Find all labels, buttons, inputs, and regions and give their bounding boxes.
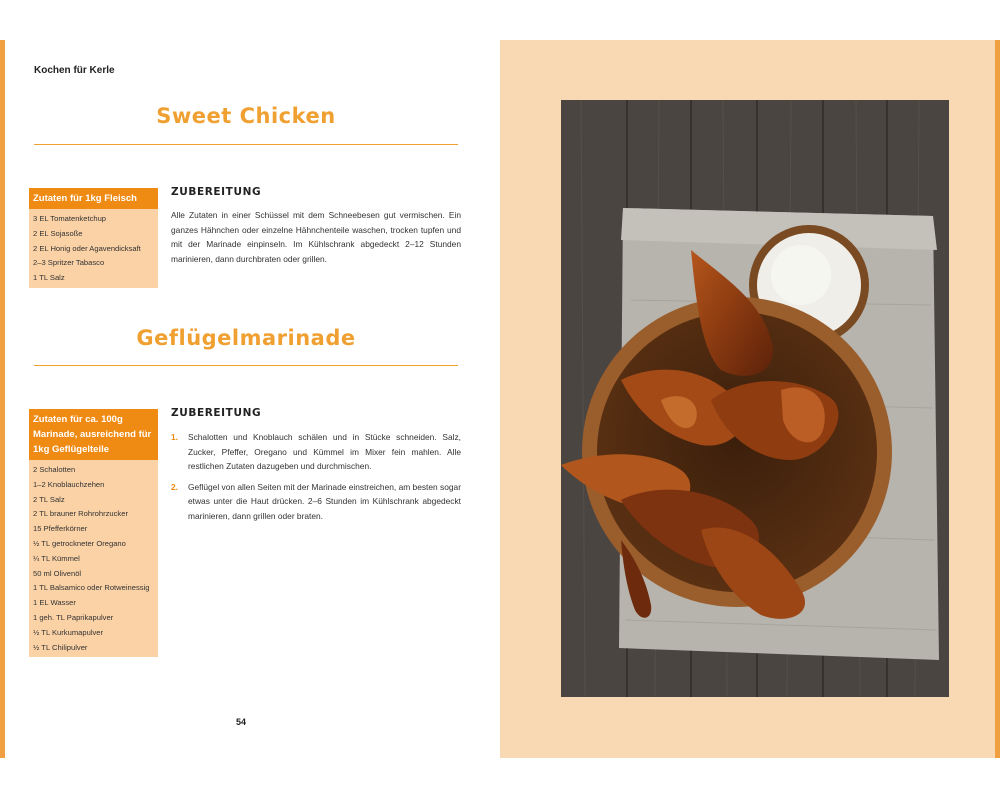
prep-steps (171, 430, 461, 530)
ingredient-item: 1 EL Wasser (33, 598, 76, 608)
ingredients-list (29, 460, 158, 657)
ingredient-item: 1–2 Knoblauchzehen (33, 479, 105, 489)
ingredients-box (29, 409, 158, 657)
ingredient-item: ½ TL getrockneter Oregano (33, 538, 126, 548)
prep-step (171, 480, 461, 524)
ingredients-header: Zutaten für 1kg Fleisch (29, 188, 158, 209)
ingredient-item: ¼ TL Kümmel (33, 553, 80, 563)
page-edge-right (995, 40, 1000, 758)
prep-heading: ZUBEREITUNG (171, 186, 262, 198)
ingredient-item: ½ TL Chilipulver (33, 642, 88, 652)
recipe-title-sweet-chicken: Sweet Chicken (156, 104, 336, 128)
page-number: 54 (236, 717, 247, 727)
title-rule (34, 144, 458, 145)
prep-text: Alle Zutaten in einer Schüssel mit dem Schneebesen gut vermischen. Ein ganzes Hähnchen oder einzelne Hähnchenteile waschen, trocken tupfen und mit der Marinade einpinseln. Im Kühlschrank abgedeckt 2–12 Stunden marinieren, dann durchbraten oder grillen. (171, 210, 461, 264)
chicken-wings-photo (561, 100, 949, 697)
ingredient-item: 2–3 Spritzer Tabasco (33, 258, 105, 268)
ingredients-list (29, 209, 158, 288)
step-number: 2. (171, 481, 178, 492)
ingredient-item: 2 Schalotten (33, 465, 76, 474)
step-text: Schalotten und Knoblauch schälen und in Stücke schneiden. Salz, Zucker, Pfeffer, Oregano und Kümmel im Mixer fein mahlen. Alle restlichen Zutaten dazugeben und durchmischen. (188, 432, 461, 472)
ingredient-item: ½ TL Kurkumapulver (33, 627, 104, 637)
ingredient-item: 2 EL Honig oder Agavendicksaft (33, 243, 141, 253)
book-spread (0, 40, 1000, 758)
ingredients-box (29, 188, 158, 288)
step-number: 1. (171, 432, 178, 442)
recipe-title-gefluegelmarinade: Geflügelmarinade (136, 326, 356, 350)
ingredient-item: 2 TL brauner Rohrohrzucker (33, 509, 128, 519)
right-page (500, 40, 1000, 758)
title-rule (34, 365, 458, 366)
ingredient-item: 50 ml Olivenöl (33, 568, 82, 578)
ingredient-item: 1 TL Salz (33, 273, 65, 283)
page-edge-left (0, 40, 5, 758)
ingredient-item: 2 TL Salz (33, 494, 65, 504)
ingredients-header: Zutaten für ca. 100g Marinade, ausreichend für 1kg Geflügelteile (29, 409, 158, 460)
ingredient-item: 1 geh. TL Paprikapulver (33, 612, 114, 622)
ingredient-item: 15 Pfefferkörner (33, 524, 88, 534)
running-head: Kochen für Kerle (34, 65, 115, 76)
ingredient-item: 2 EL Sojasoße (33, 228, 83, 238)
prep-step (171, 430, 461, 474)
ingredient-item: 1 TL Balsamico oder Rotweinessig (33, 583, 150, 593)
prep-heading: ZUBEREITUNG (171, 407, 262, 419)
left-page (0, 40, 500, 758)
step-text: Geflügel von allen Seiten mit der Marinade einstreichen, am besten sogar etwas unter die Haut drücken. 2–6 Stunden im Kühlschrank abgedeckt marinieren, dann grillen oder braten. (188, 481, 461, 521)
ingredient-item: 3 EL Tomatenketchup (33, 214, 107, 223)
